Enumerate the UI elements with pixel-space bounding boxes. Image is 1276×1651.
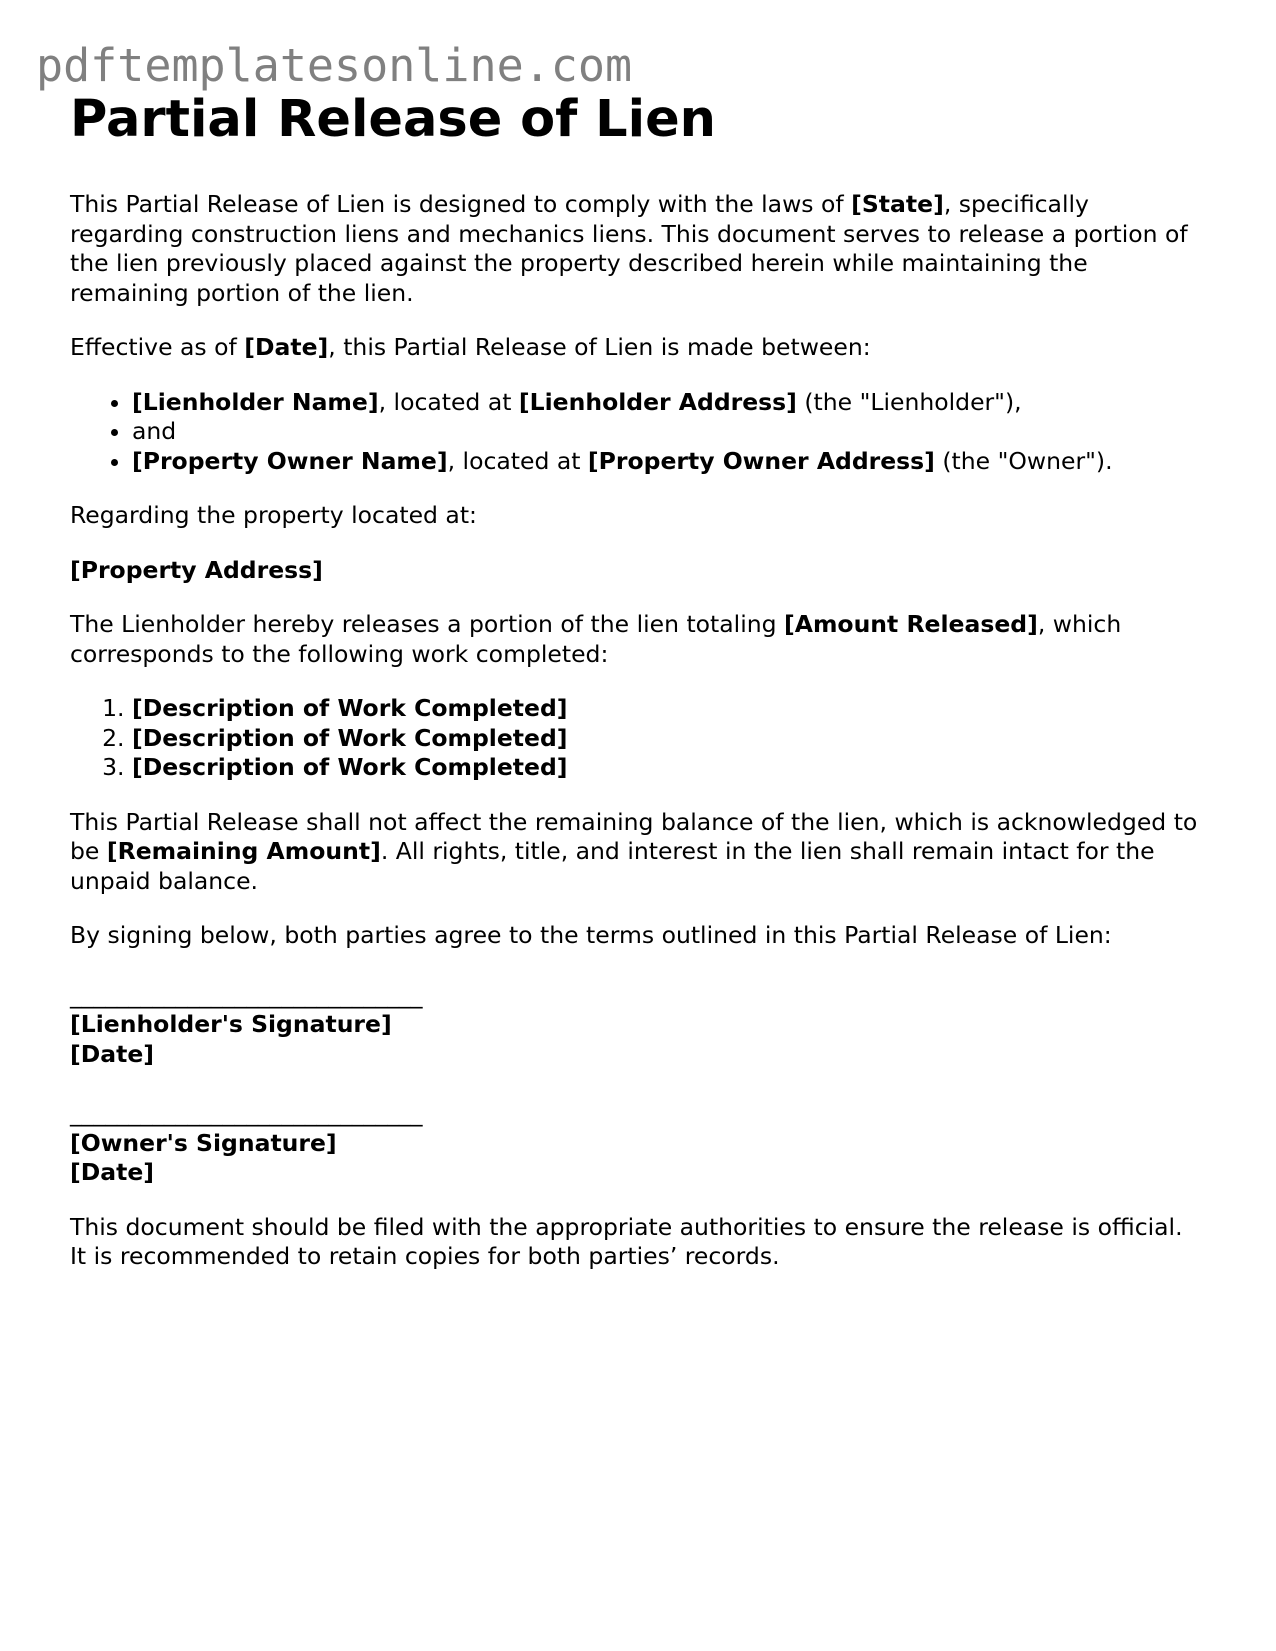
property-address-paragraph — [70, 556, 1200, 586]
intro-paragraph — [70, 190, 1200, 308]
lienholder-name-placeholder: [Lienholder Name] — [132, 387, 379, 416]
remaining-text-2: . All rights, title, and interest in the lien shall remain intact for the unpaid balance. — [70, 837, 1155, 895]
agree-text: By signing below, both parties agree to the terms outlined in this Partial Release of Lien: — [70, 921, 1112, 949]
effective-paragraph — [70, 333, 1200, 363]
effective-text-2: , this Partial Release of Lien is made between: — [328, 333, 871, 361]
owner-signature-label: [Owner's Signature] — [70, 1128, 337, 1157]
work-description-placeholder: [Description of Work Completed] — [132, 753, 568, 781]
lienholder-date-label: [Date] — [70, 1039, 155, 1068]
list-item — [132, 417, 1200, 447]
lienholder-signature-line: ______________________________ — [70, 980, 423, 1009]
regarding-text: Regarding the property located at: — [70, 501, 477, 529]
release-text-2: , which corresponds to the following work completed: — [70, 610, 1122, 668]
list-item — [132, 753, 1200, 783]
owner-signature-block — [70, 1129, 1200, 1188]
effective-date-placeholder: [Date] — [244, 333, 329, 361]
owner-name-placeholder: [Property Owner Name] — [132, 446, 448, 475]
remaining-amount-placeholder: [Remaining Amount] — [106, 837, 381, 865]
located-at-text: , located at — [447, 446, 588, 475]
list-item — [132, 694, 1200, 724]
closing-paragraph: This document should be filed with the appropriate authorities to ensure the release is official. It is recommended to retain copies for both parties’ records. — [70, 1212, 1183, 1270]
intro-text-1: This Partial Release of Lien is designed to comply with the laws of — [70, 190, 852, 218]
list-item — [132, 447, 1200, 477]
effective-text-1: Effective as of — [70, 333, 245, 361]
remaining-paragraph — [70, 808, 1200, 897]
list-item — [132, 388, 1200, 418]
release-text-1: The Lienholder hereby releases a portion of the lien totaling — [70, 610, 785, 638]
lienholder-suffix: (the "Lienholder"), — [796, 387, 1022, 416]
owner-address-placeholder: [Property Owner Address] — [587, 446, 935, 475]
lienholder-address-placeholder: [Lienholder Address] — [518, 387, 797, 416]
and-text: and — [132, 417, 177, 445]
list-item — [132, 724, 1200, 754]
owner-suffix: (the "Owner"). — [934, 446, 1113, 475]
owner-date-label: [Date] — [70, 1158, 155, 1186]
owner-signature-line: ______________________________ — [70, 1099, 423, 1127]
lienholder-signature-label: [Lienholder's Signature] — [70, 1010, 392, 1038]
property-address-placeholder: [Property Address] — [70, 555, 323, 584]
parties-list — [70, 388, 1200, 477]
release-paragraph — [70, 610, 1200, 669]
located-at-text: , located at — [378, 387, 519, 416]
lienholder-signature-block — [70, 1010, 1200, 1069]
work-completed-list — [70, 694, 1200, 783]
page-title: Partial Release of Lien — [70, 90, 716, 149]
amount-released-placeholder: [Amount Released] — [784, 610, 1038, 638]
document-page — [70, 86, 1200, 1272]
work-description-placeholder: [Description of Work Completed] — [132, 723, 568, 752]
watermark: pdftemplatesonline.com — [36, 39, 633, 92]
intro-text-2: , specifically regarding construction liens and mechanics liens. This document serves to release a portion of the lien previously placed against the property described herein while maintaining the remaining portion of the lien. — [70, 190, 1188, 307]
remaining-text-1: This Partial Release shall not affect the remaining balance of the lien, which is acknowledged to be — [70, 807, 1198, 865]
work-description-placeholder: [Description of Work Completed] — [132, 694, 568, 722]
state-placeholder: [State] — [851, 190, 944, 218]
